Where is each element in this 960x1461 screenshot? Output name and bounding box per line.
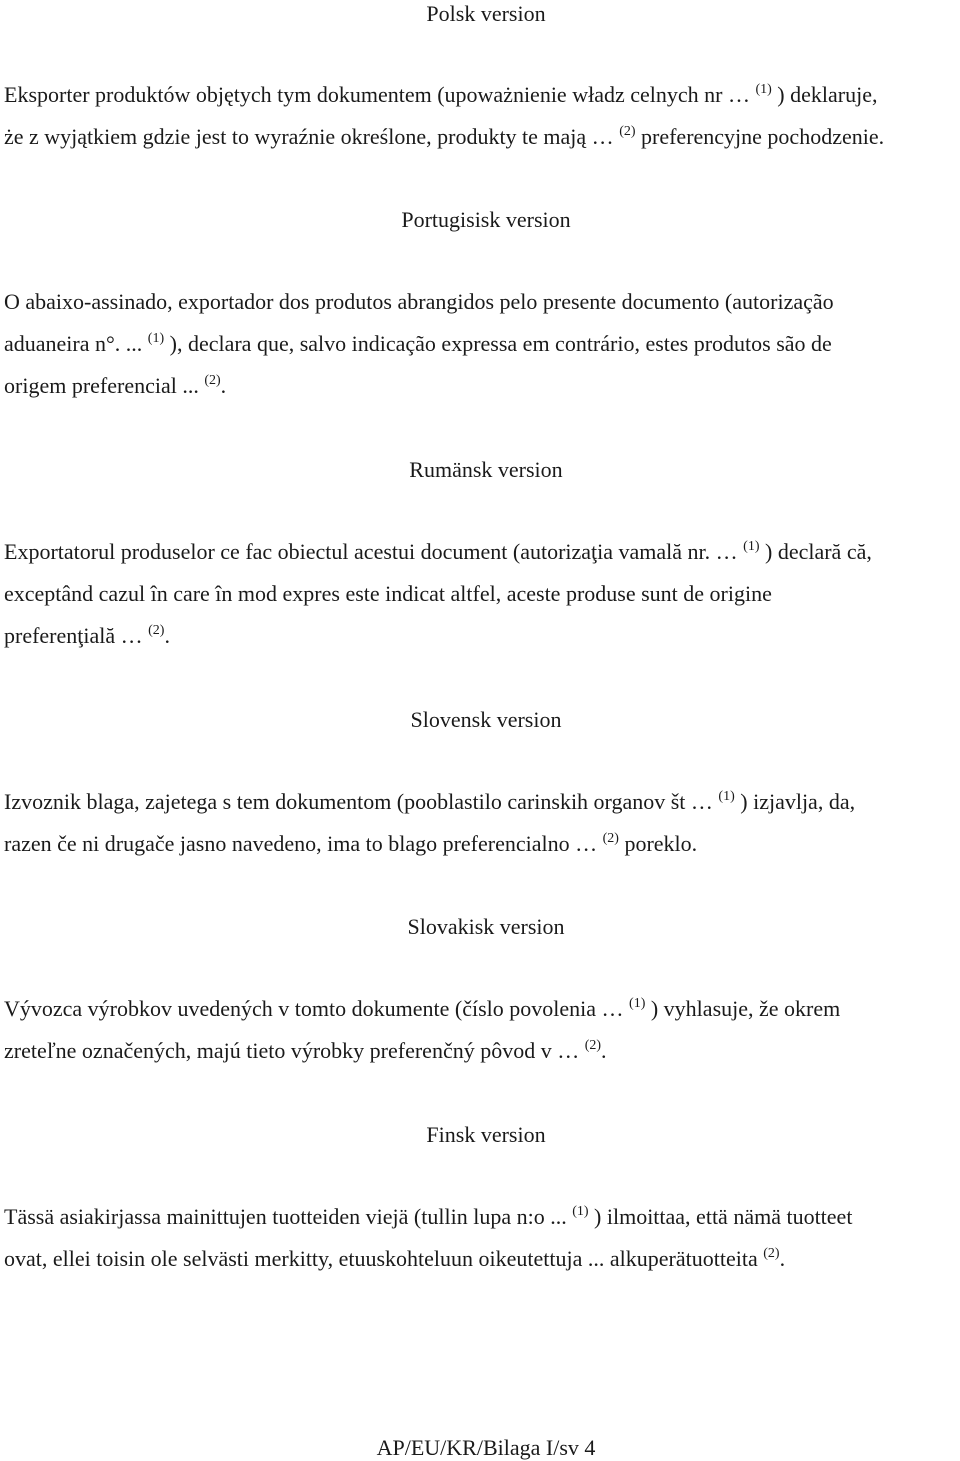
footnote-marker: (2) [148,622,165,638]
paragraph-line: że z wyjątkiem gdzie jest to wyraźnie określone, produkty te mają … $^{(2)}$ preferencyjne pochodzenie. [4,123,885,149]
paragraph-line: Eksporter produktów objętych tym dokumentem (upoważnienie władz celnych nr … $^{(1)}$ ) deklaruje, [4,81,878,107]
section-heading: Finsk version [426,1122,546,1147]
footnote-marker: (1) [572,1203,589,1219]
paragraph-line: preferenţială … $^{(2)}$. [4,622,170,648]
footnote-marker: (2) [619,123,636,139]
section-paragraph [4,281,954,407]
section-heading: Portugisisk version [401,207,571,232]
paragraph-line: Izvoznik blaga, zajetega s tem dokumentom (pooblastilo carinskih organov št … $^{(1)}$ ) izjavlja, da, [4,788,856,814]
paragraph-line: Exportatorul produselor ce fac obiectul acestui document (autorizaţia vamală nr. … $^{(1)}$ ) declară că, [4,538,872,564]
section-heading: Slovakisk version [407,914,565,939]
paragraph-line: Tässä asiakirjassa mainittujen tuotteiden viejä (tullin lupa n:o ... $^{(1)}$ ) ilmoittaa, että nämä tuotteet [4,1203,853,1229]
section-paragraph [4,74,954,158]
paragraph-line: razen če ni drugače jasno navedeno, ima to blago preferencialno … $^{(2)}$ poreklo. [4,830,698,856]
paragraph-line: origem preferencial ... $^{(2)}$. [4,372,227,398]
section-paragraph [4,781,954,865]
footnote-marker: (2) [763,1245,780,1261]
section-heading: Slovensk version [410,707,562,732]
footnote-marker: (2) [204,372,221,388]
paragraph-line: Vývozca výrobkov uvedených v tomto dokumente (číslo povolenia … $^{(1)}$ ) vyhlasuje, že okrem [4,995,841,1021]
section-heading: Polsk version [426,1,546,26]
section-heading: Rumänsk version [409,457,563,482]
paragraph-line: zreteľne označených, majú tieto výrobky preferenčný pôvod v … $^{(2)}$. [4,1037,607,1063]
footnote-marker: (1) [147,330,165,346]
footnote-marker: (1) [743,538,760,554]
section-paragraph [4,1196,954,1280]
paragraph-line: ovat, ellei toisin ole selvästi merkitty, etuuskohteluun oikeutettuja ... alkuperätuotteita $^{(2)}$. [4,1245,786,1271]
section-paragraph [4,531,954,657]
paragraph-line: exceptând cazul în care în mod expres este indicat altfel, aceste produse sunt de origine [4,581,772,606]
section-paragraph [4,988,954,1072]
footnote-marker: (1) [755,81,772,97]
paragraph-line: aduaneira n°. ... $^{(1)}$ ), declara que, salvo indicação expressa em contrário, estes produtos são de [4,330,832,356]
footnote-marker: (2) [602,830,619,846]
paragraph-line: O abaixo-assinado, exportador dos produtos abrangidos pelo presente documento (autorização [4,289,834,314]
footnote-marker: (1) [629,995,646,1011]
page-footer: AP/EU/KR/Bilaga I/sv 4 [376,1435,596,1460]
footnote-marker: (2) [584,1037,602,1053]
footnote-marker: (1) [718,788,735,804]
